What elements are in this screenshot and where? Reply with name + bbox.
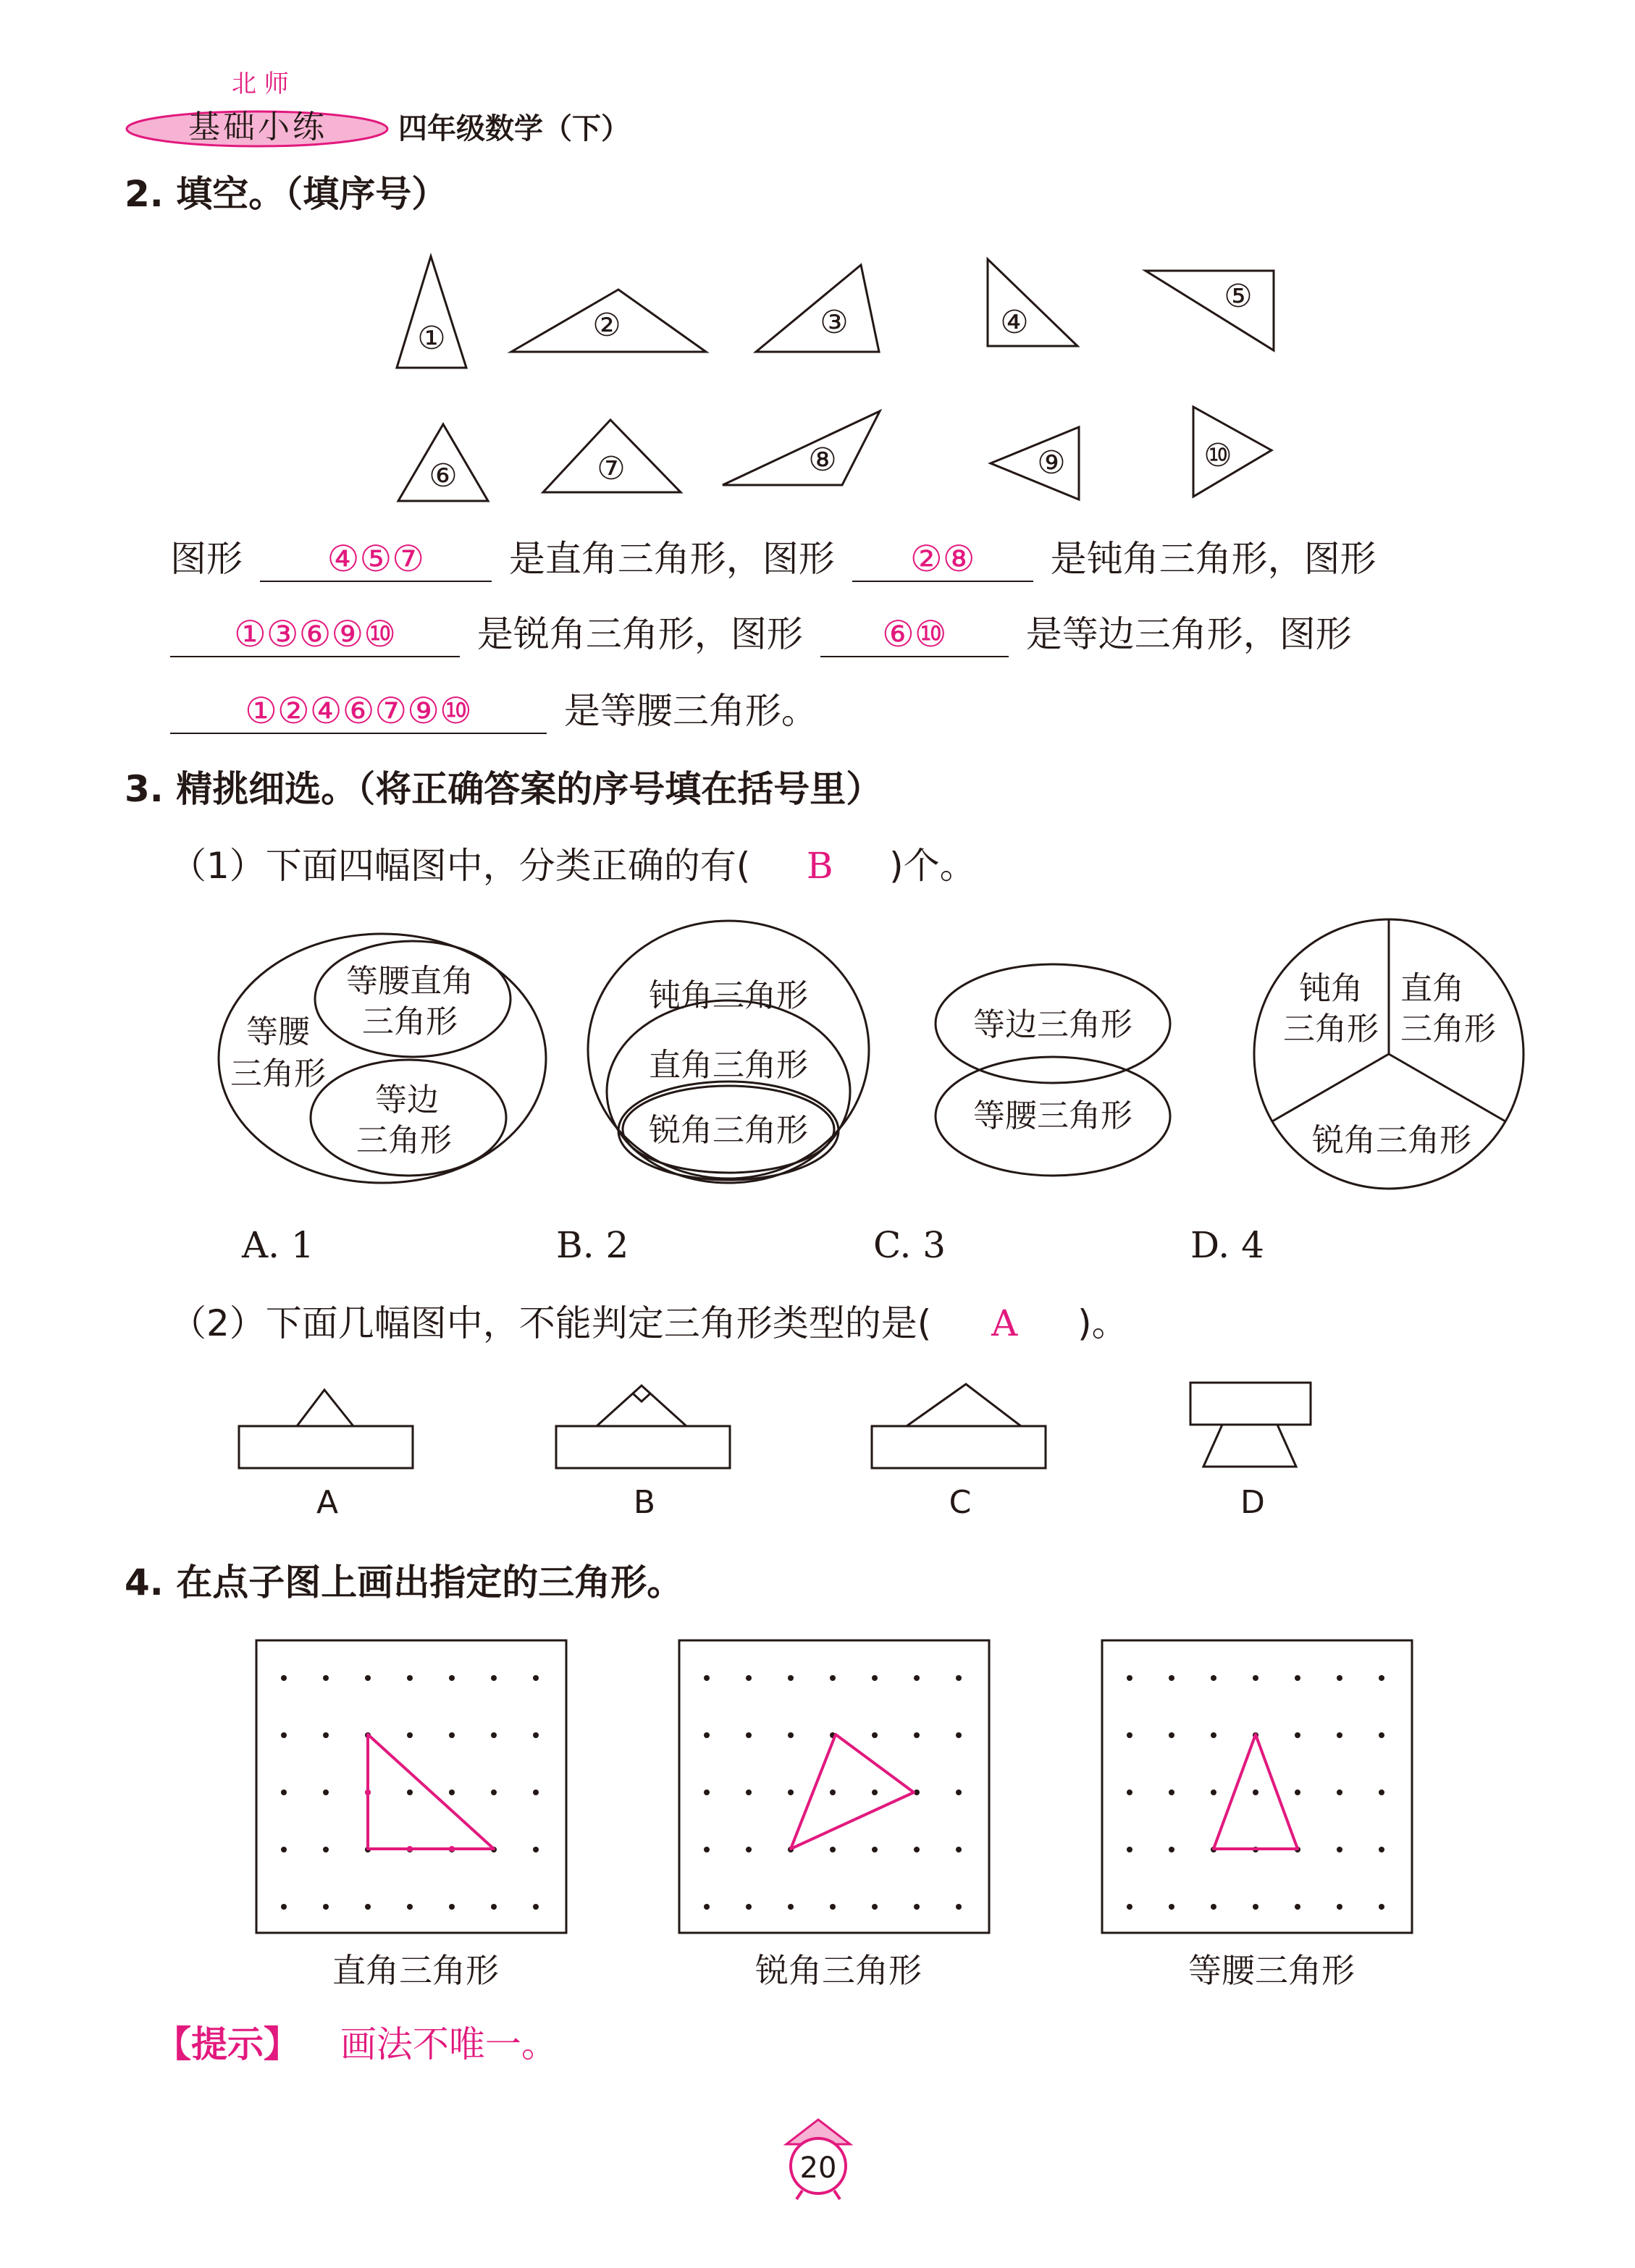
diagram-c-top-label: 等边三角形 <box>973 1006 1132 1043</box>
grid-dot <box>788 1789 794 1795</box>
answer-acute: ①③⑥⑨⑩ <box>170 612 460 657</box>
q2-triangles <box>0 0 1635 550</box>
grid-dot <box>1169 1732 1174 1738</box>
grid-dot <box>830 1904 836 1910</box>
grid-dot <box>1295 1904 1300 1910</box>
grid-dot <box>704 1847 710 1852</box>
grid-dot <box>281 1732 287 1738</box>
grid-dot <box>491 1675 497 1681</box>
grid-dot <box>491 1789 497 1795</box>
grid-dot <box>449 1732 455 1738</box>
grid-dot <box>449 1675 455 1681</box>
diagram-d-bottom-label: 锐角三角形 <box>1312 1122 1471 1159</box>
figure-a-box <box>239 1426 413 1468</box>
grid-dot <box>956 1789 962 1795</box>
page-number: 20 <box>799 2151 837 2185</box>
grid-dot <box>407 1675 413 1681</box>
grid-dot <box>1379 1904 1384 1910</box>
grid-dot <box>956 1732 962 1738</box>
triangle-label: ⑨ <box>1037 444 1066 481</box>
triangle-3 <box>756 265 879 352</box>
grid-3-caption: 等腰三角形 <box>1188 1951 1355 1990</box>
figure-c-triangle <box>907 1384 1021 1426</box>
brand-top: 北 师 <box>232 69 289 98</box>
grid-dot <box>746 1732 752 1738</box>
q3-p1-prefix: （1）下面四幅图中，分类正确的有( <box>170 845 751 887</box>
diagram-d-left-label: 三角形 <box>1283 1011 1379 1047</box>
grid-dot <box>323 1847 329 1852</box>
triangle-8 <box>723 411 880 485</box>
figure-c-box <box>872 1426 1046 1468</box>
grid-dot <box>956 1847 962 1852</box>
diagram-d-divider <box>1272 1054 1389 1121</box>
grid-dot <box>914 1904 920 1910</box>
grid-dot <box>1253 1789 1258 1795</box>
text-isosceles: 是等腰三角形。 <box>563 690 818 732</box>
grid-dot <box>704 1732 710 1738</box>
dot-grid-3-frame <box>1102 1640 1412 1933</box>
grid-dot <box>533 1675 539 1681</box>
grid-2-caption: 锐角三角形 <box>755 1951 922 1990</box>
grid-dot <box>746 1675 752 1681</box>
diagram-d-divider <box>1389 1054 1505 1121</box>
grid-dot <box>407 1904 413 1910</box>
diagram-c-bottom-label: 等腰三角形 <box>973 1097 1132 1134</box>
figure-d-box <box>1190 1383 1311 1425</box>
grid-dot <box>956 1904 962 1910</box>
triangle-5 <box>1146 271 1274 350</box>
grid-dot <box>533 1732 539 1738</box>
grid-dot <box>788 1904 794 1910</box>
grid-dot <box>1337 1904 1342 1910</box>
grid-dot <box>1379 1789 1384 1795</box>
grid-dot <box>704 1904 710 1910</box>
triangle-label: ⑥ <box>429 458 458 494</box>
grid-dot <box>491 1732 497 1738</box>
q3-title: 3. 精挑细选。（将正确答案的序号填在括号里） <box>125 768 883 810</box>
diagram-a-outer-label: 三角形 <box>230 1055 326 1092</box>
figure-b-box <box>556 1426 730 1468</box>
diagram-d-right-label: 直角 <box>1400 970 1464 1007</box>
q3-p1-suffix: )个。 <box>889 845 976 887</box>
grid-dot <box>407 1789 413 1795</box>
grid-dot <box>746 1904 752 1910</box>
drawn-acute-triangle <box>791 1734 914 1849</box>
triangle-label: ⑤ <box>1224 278 1253 315</box>
diagram-a-inner2-label: 三角形 <box>356 1122 452 1159</box>
grid-dot <box>323 1675 329 1681</box>
option-c: C. 3 <box>873 1224 946 1266</box>
grid-dot <box>449 1904 455 1910</box>
grid-dot <box>1337 1847 1342 1852</box>
grid-dot <box>281 1789 287 1795</box>
diagram-b-middle-label: 直角三角形 <box>649 1047 808 1084</box>
q2-title: 2. 填空。（填序号） <box>125 173 448 215</box>
q3-part1 <box>170 844 976 888</box>
diagram-a-inner1-label: 等腰直角 <box>346 963 474 1000</box>
dot-grids <box>0 1636 1635 2012</box>
option-d: D. 4 <box>1190 1224 1264 1266</box>
grid-dot <box>746 1789 752 1795</box>
grid-dot <box>830 1789 836 1795</box>
grid-dot <box>323 1732 329 1738</box>
figure-b-label: B <box>633 1484 656 1521</box>
grid-dot <box>1211 1789 1216 1795</box>
dot-grid-2-frame <box>679 1640 989 1933</box>
triangle-label: ⑩ <box>1203 437 1232 474</box>
grid-dot <box>533 1847 539 1852</box>
grid-dot <box>830 1847 836 1852</box>
grid-dot <box>1337 1789 1342 1795</box>
triangle-label: ④ <box>1000 304 1029 341</box>
q2-line-1 <box>170 537 1376 582</box>
q3-p2-prefix: （2）下面几幅图中，不能判定三角形类型的是( <box>170 1302 932 1344</box>
grid-dot <box>281 1847 287 1852</box>
grid-dot <box>281 1675 287 1681</box>
brand-title: 基础小练 <box>188 109 327 146</box>
grid-dot <box>1253 1904 1258 1910</box>
q2-line-3 <box>170 689 818 734</box>
grid-dot <box>1295 1675 1300 1681</box>
grid-dot <box>704 1675 710 1681</box>
triangle-label: ⑦ <box>597 450 626 487</box>
grid-dot <box>1379 1732 1384 1738</box>
option-a: A. 1 <box>242 1224 314 1266</box>
grid-dot <box>491 1904 497 1910</box>
grid-dot <box>1169 1904 1174 1910</box>
grid-dot <box>281 1904 287 1910</box>
grid-dot <box>1169 1847 1174 1852</box>
covered-triangle-figures <box>0 1368 1635 1535</box>
book-subtitle: 四年级数学（下） <box>398 112 630 146</box>
classification-diagrams <box>0 898 1635 1202</box>
triangle-label: ① <box>417 320 446 357</box>
q2-line1-prefix: 图形 <box>170 538 243 580</box>
grid-dot <box>1169 1675 1174 1681</box>
grid-dot <box>872 1732 878 1738</box>
grid-dot <box>1379 1847 1384 1852</box>
grid-dot <box>1295 1732 1300 1738</box>
grid-dot <box>1127 1732 1132 1738</box>
grid-dot <box>1127 1789 1132 1795</box>
grid-dot <box>1337 1732 1342 1738</box>
diagram-b-inner-label: 锐角三角形 <box>649 1112 808 1149</box>
drawn-right-triangle <box>368 1734 494 1849</box>
figure-a-triangle <box>297 1390 353 1426</box>
diagram-b-outer-label: 钝角三角形 <box>649 977 808 1014</box>
grid-dot <box>1211 1732 1216 1738</box>
figure-b-triangle <box>597 1386 686 1426</box>
grid-dot <box>746 1847 752 1852</box>
text-obtuse: 是钝角三角形，图形 <box>1050 538 1376 580</box>
triangle-label: ② <box>592 307 621 344</box>
hint <box>155 2023 558 2066</box>
grid-dot <box>323 1789 329 1795</box>
grid-dot <box>1337 1675 1342 1681</box>
answer-right: ④⑤⑦ <box>260 537 492 582</box>
grid-dots <box>281 1675 1384 1910</box>
q2-line-2 <box>170 612 1352 657</box>
hint-label: 【提示】 <box>155 2023 300 2065</box>
grid-dot <box>830 1675 836 1681</box>
text-equilateral: 是等边三角形，图形 <box>1025 613 1352 655</box>
grid-dot <box>788 1675 794 1681</box>
dot-grid-1-frame <box>256 1640 566 1933</box>
q3-p1-answer: B <box>806 845 833 887</box>
grid-dot <box>872 1904 878 1910</box>
grid-dot <box>365 1675 371 1681</box>
grid-dot <box>872 1789 878 1795</box>
diagram-a-inner2-label: 等边 <box>375 1082 439 1118</box>
diagram-d-left-label: 钝角 <box>1299 970 1363 1007</box>
q3-p2-suffix: )。 <box>1077 1302 1128 1344</box>
grid-dot <box>533 1789 539 1795</box>
grid-dot <box>1127 1904 1132 1910</box>
figure-b-right-angle-mark <box>633 1394 650 1401</box>
diagram-d-right-label: 三角形 <box>1400 1011 1496 1047</box>
grid-dot <box>449 1789 455 1795</box>
q3-p2-answer: A <box>991 1302 1018 1344</box>
grid-dot <box>704 1789 710 1795</box>
answer-equilateral: ⑥⑩ <box>820 612 1009 657</box>
grid-dot <box>1253 1675 1258 1681</box>
grid-dot <box>788 1732 794 1738</box>
grid-dot <box>533 1904 539 1910</box>
figure-d-label: D <box>1240 1484 1265 1521</box>
diagram-a-outer-label: 等腰 <box>246 1013 310 1050</box>
page-number-badge <box>782 2115 854 2202</box>
triangle-label: ⑧ <box>808 442 837 479</box>
grid-dot <box>1211 1675 1216 1681</box>
answer-isosceles: ①②④⑥⑦⑨⑩ <box>170 689 547 734</box>
grid-dot <box>914 1732 920 1738</box>
grid-dot <box>914 1675 920 1681</box>
grid-dot <box>1379 1675 1384 1681</box>
grid-dot <box>1127 1847 1132 1852</box>
grid-dot <box>365 1904 371 1910</box>
option-b: B. 2 <box>556 1224 629 1266</box>
grid-dot <box>323 1904 329 1910</box>
grid-dot <box>914 1847 920 1852</box>
diagram-a-inner1-label: 三角形 <box>362 1003 458 1040</box>
grid-dot <box>872 1847 878 1852</box>
answer-obtuse: ②⑧ <box>852 537 1033 582</box>
grid-dot <box>407 1732 413 1738</box>
q3-part2 <box>170 1302 1128 1345</box>
grid-dot <box>1211 1904 1216 1910</box>
grid-dot <box>956 1675 962 1681</box>
triangle-label: ③ <box>820 304 849 341</box>
grid-dot <box>1169 1789 1174 1795</box>
grid-dot <box>1295 1789 1300 1795</box>
text-acute: 是锐角三角形，图形 <box>476 613 803 655</box>
grid-dot <box>872 1675 878 1681</box>
hint-text: 画法不唯一。 <box>340 2023 558 2065</box>
text-right: 是直角三角形，图形 <box>508 538 835 580</box>
grid-1-caption: 直角三角形 <box>332 1951 499 1990</box>
figure-a-label: A <box>316 1484 339 1521</box>
grid-dot <box>1127 1675 1132 1681</box>
q4-title: 4. 在点子图上画出指定的三角形。 <box>125 1561 684 1603</box>
figure-c-label: C <box>949 1484 972 1521</box>
figure-d-triangle <box>1203 1425 1296 1467</box>
